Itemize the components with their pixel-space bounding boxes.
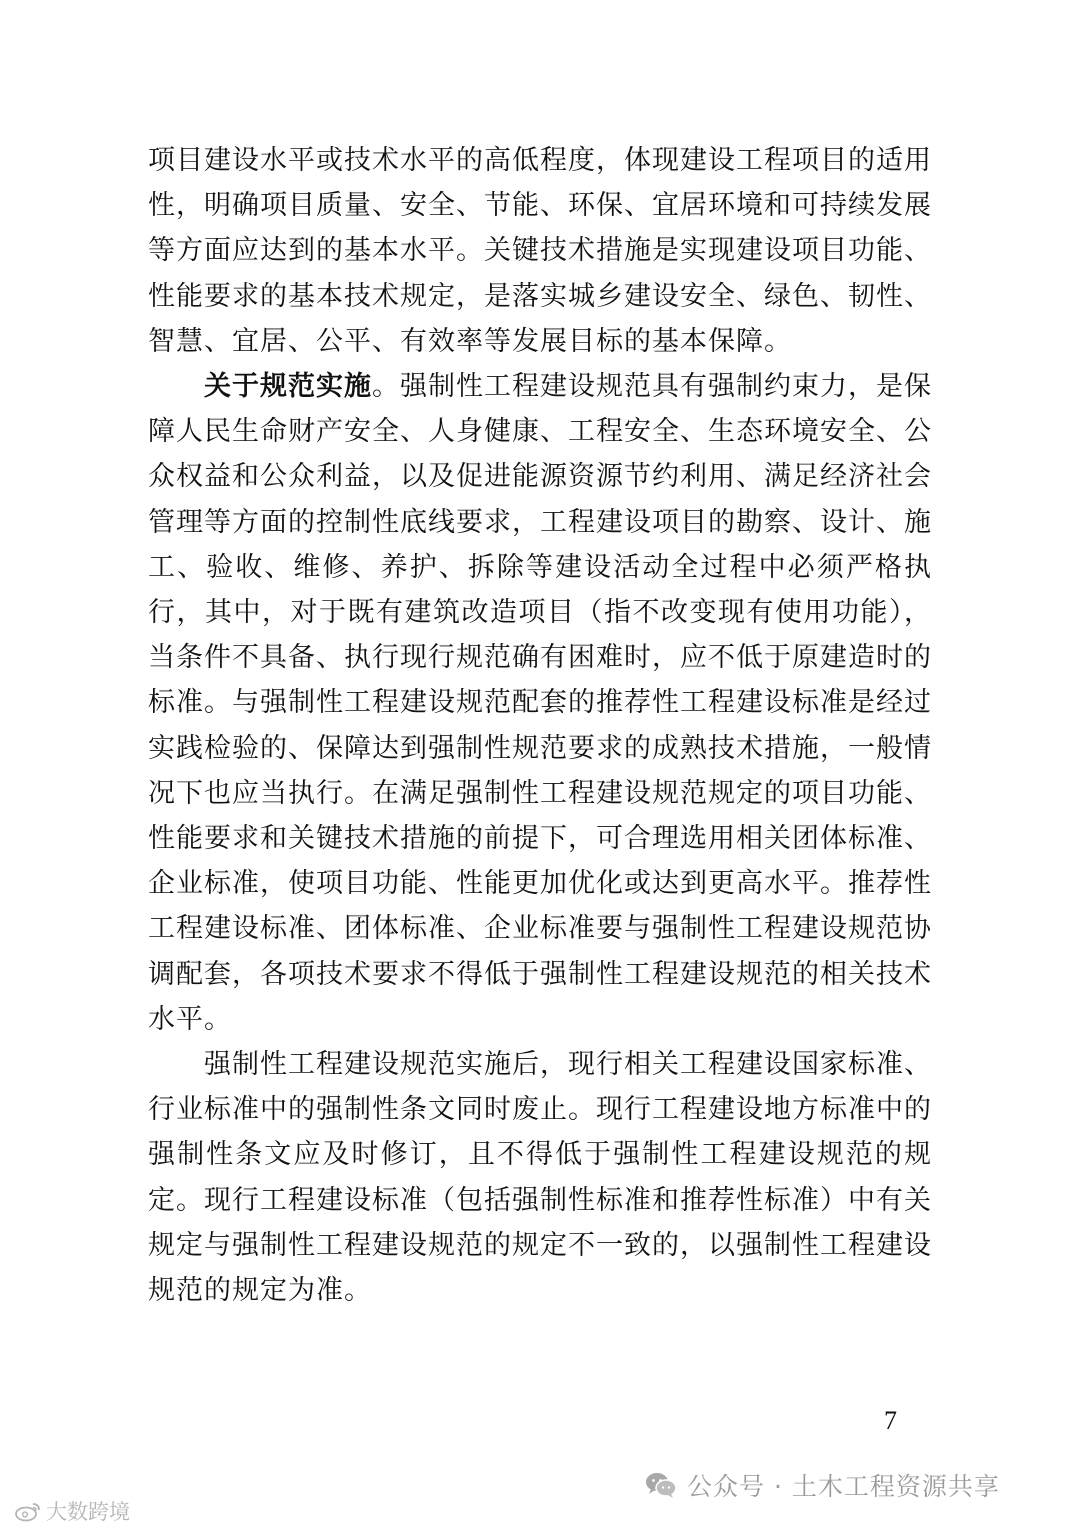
weibo-watermark	[14, 1496, 130, 1526]
paragraph-heading: 关于规范实施	[204, 371, 372, 403]
weibo-icon	[14, 1500, 42, 1522]
paragraph-1: 项目建设水平或技术水平的高低程度，体现建设工程项目的适用性，明确项目质量、安全、节能、环保、宜居环境和可持续发展等方面应达到的基本水平。关键技术措施是实现建设项目功能、性能要求的基本技术规定，是落实城乡建设安全、绿色、韧性、智慧、宜居、公平、有效率等发展目标的基本保障。	[148, 145, 932, 357]
wechat-watermark	[645, 1467, 1000, 1503]
body-text	[148, 138, 932, 1313]
page-number: 7	[884, 1406, 897, 1435]
paragraph-2	[148, 364, 932, 1042]
wechat-watermark-text: 公众号 · 土木工程资源共享	[687, 1472, 1000, 1501]
weibo-watermark-text: 大数跨境	[46, 1500, 130, 1524]
paragraph-3: 强制性工程建设规范实施后，现行相关工程建设国家标准、行业标准中的强制性条文同时废止。现行工程建设地方标准中的强制性条文应及时修订，且不得低于强制性工程建设规范的规定。现行工程建设标准（包括强制性标准和推荐性标准）中有关规定与强制性工程建设规范的规定不一致的，以强制性工程建设规范的规定为准。	[148, 1049, 932, 1307]
wechat-icon	[645, 1471, 677, 1499]
paragraph-2-text: 。强制性工程建设规范具有强制约束力，是保障人民生命财产安全、人身健康、工程安全、生态环境安全、公众权益和公众利益，以及促进能源资源节约利用、满足经济社会管理等方面的控制性底线要求，工程建设项目的勘察、设计、施工、验收、维修、养护、拆除等建设活动全过程中必须严格执行，其中，对于既有建筑改造项目（指不改变现有使用功能），当条件不具备、执行现行规范确有困难时，应不低于原建造时的标准。与强制性工程建设规范配套的推荐性工程建设标准是经过实践检验的、保障达到强制性规范要求的成熟技术措施，一般情况下也应当执行。在满足强制性工程建设规范规定的项目功能、性能要求和关键技术措施的前提下，可合理选用相关团体标准、企业标准，使项目功能、性能更加优化或达到更高水平。推荐性工程建设标准、团体标准、企业标准要与强制性工程建设规范协调配套，各项技术要求不得低于强制性工程建设规范的相关技术水平。	[148, 371, 932, 1035]
